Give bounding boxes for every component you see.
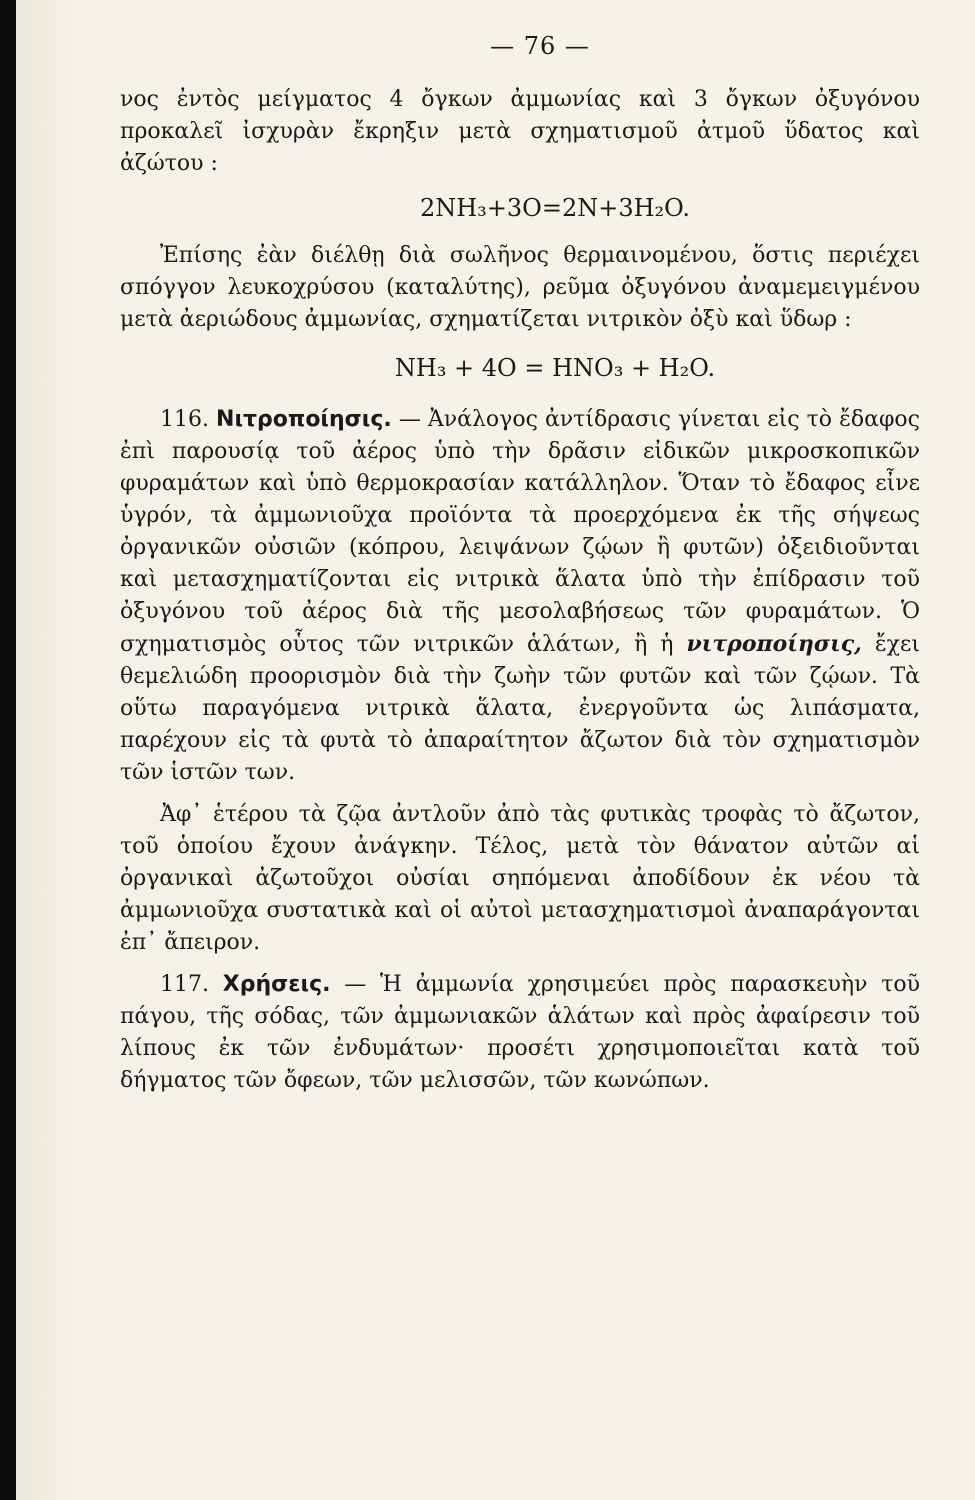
paragraph-ammonia-explosion: νος ἐντὸς μείγματος 4 ὄγκων ἀμμωνίας καὶ 3 ὄγκων ὀξυγόνου προκαλεῖ ἰσχυρὰν ἔκρηξιν μετὰ σχηματισμοῦ ἀτμοῦ ὕδατος καὶ ἀζώτου : [120,87,920,176]
section-117-text: — Ἡ ἀμμωνία χρησιμεύει πρὸς παρασκευὴν τοῦ πάγου, τῆς σόδας, τῶν ἀμμωνιακῶν ἁλάτων καὶ πρὸς ἀφαίρεσιν τοῦ λίπους ἐκ τῶν ἐνδυμάτων· προσέτι χρησιμοποιεῖται κατὰ τοῦ δήγματος τῶν ὄφεων, τῶν μελισσῶν, τῶν κωνώπων. [120,972,920,1093]
section-116-term: νιτροποίησις, [686,631,862,657]
paragraph-gap [120,789,920,799]
section-117-uses [120,969,920,1097]
book-page [16,0,975,1500]
section-117-title: Χρήσεις. [222,972,331,997]
section-116-title: Νιτροποίησις. [216,407,392,432]
formula-nitric-acid: NH₃ + 4O = HNO₃ + H₂O. [394,354,716,382]
page-content [120,30,920,1097]
section-116-text-continued: ἔχει θεμελιώδη προορισμὸν διὰ τὴν ζωὴν τῶν φυτῶν καὶ τῶν ζῴων. Τὰ οὕτω παραγόμενα νιτρικὰ ἅλατα, ἐνεργοῦντα ὡς λιπάσματα, παρέχουν εἰς τὰ φυτὰ τὸ ἀπαραίτητον ἄζωτον διὰ τὸν σχηματισμὸν τῶν ἱστῶν των. [120,632,920,785]
paragraph-catalyst: Ἐπίσης ἐὰν διέλθῃ διὰ σωλῆνος θερμαινομένου, ὅστις περιέχει σπόγγον λευκοχρύσου (καταλύτης), ρεῦμα ὀξυγόνου ἀναμεμειγμένου μετὰ ἀεριώδους ἀμμωνίας, σχηματίζεται νιτρικὸν ὀξὺ καὶ ὕδωρ : [120,243,920,332]
scan-dark-edge [0,0,16,1500]
formula-ammonia-combustion: 2NH₃+3O=2N+3H₂O. [419,194,691,222]
section-116-text: — Ἀνάλογος ἀντίδρασις γίνεται εἰς τὸ ἔδαφος ἐπὶ παρουσίᾳ τοῦ ἀέρος ὑπὸ τὴν δρᾶσιν εἰδικῶν μικροσκοπικῶν φυραμάτων καὶ ὑπὸ θερμοκρασίαν κατάλληλον. Ὅταν τὸ ἔδαφος εἶνε ὑγρόν, τὰ ἀμμωνιοῦχα προϊόντα τὰ προερχόμενα ἐκ τῆς σήψεως ὀργανικῶν οὐσιῶν (κόπρου, λειψάνων ζῴων ἢ φυτῶν) ὀξειδιοῦνται καὶ μετασχηματίζονται εἰς νιτρικὰ ἅλατα ὑπὸ τὴν ἐπίδρασιν τοῦ ὀξυγόνου τοῦ ἀέρος διὰ τῆς μεσολαβήσεως τῶν φυραμάτων. Ὁ σχηματισμὸς οὗτος τῶν νιτρικῶν ἁλάτων, ἢ ἡ [120,407,920,657]
section-116-number: 116. [160,407,209,432]
paragraph-gap [120,959,920,969]
section-116-nitrification [120,404,920,789]
paragraph-nitrogen-cycle: Ἀφ᾿ ἑτέρου τὰ ζῷα ἀντλοῦν ἀπὸ τὰς φυτικὰς τροφὰς τὸ ἄζωτον, τοῦ ὁποίου ἔχουν ἀνάγκην. Τέλος, μετὰ τὸν θάνατον αὐτῶν αἱ ὀργανικαὶ ἀζωτοῦχοι οὐσίαι σηπόμεναι ἀποδίδουν ἐκ νέου τὰ ἀμμωνιοῦχα συστατικὰ καὶ οἱ αὐτοὶ μετασχηματισμοὶ ἀναπαράγονται ἐπ᾿ ἄπειρον. [120,802,920,955]
page-number: — 76 — [490,32,590,60]
section-117-number: 117. [160,972,209,997]
